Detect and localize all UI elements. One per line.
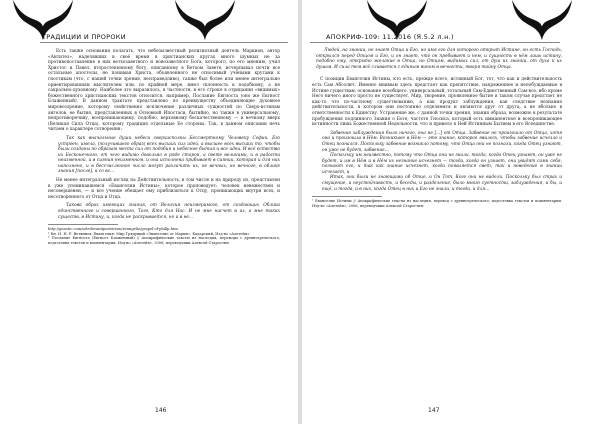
- paragraph: Есть также основания полагать, что небезызвестный религиозный деятель Маркион, автор «Антитез», наделявших в своё время в христианских кругах много шумных не за противопоставление в них ветхозаветного и новозаветного Бога, которого, по его мнению, учил Христос и Павел, второстепенному богу, описанному в Ветхом Завете, исчерпывал почти все остальные апостолы, не понимая Христа, объявленного не относимый учёными кругами к гностикам (что, с нашей точки зрения, несправедливо), также был более или менее интегрально ориентированным мыслителем или, по крайней мере, имел склонность к подобному, а не сакрально-духовному. Наиболее это выразилось, в частности, в его строке в отрицании «видимых» божественного христианских текстов относится, например, Послание Евгноста (оно же Евгност Блаженный). В данном трактате представлено по преимуществу объединяющее духовное мировоззрение, которому свойственно исключение различных сущностей по Сверх-истинам ангелов, ее бытия, представленных в Основной Ипостаси, бытийно, но также в универсальному, непротиворечиву, всепроникающему, подобно, верховному бескачественному — и вечному вверх (Великая Сила Отца), которому традиция отдельные Ее стороны. Так, в данном описании нечь читаем о характере сотворения:: [48, 49, 280, 133]
- right-page: [302, 0, 600, 424]
- quote-paragraph: Такова образ имеющих знания, от Величия неизмеримого, от создающих Облика единственного и совершенного, Того, Кто для Нас. И не мне насчет в их, а мне таких существ, в Истину, и, когда не раскрывается, но и в не...: [58, 203, 280, 220]
- body-text: [48, 49, 280, 246]
- block-quote: [322, 131, 562, 193]
- flourish-ornament-icon: [507, 0, 577, 44]
- body-text: [312, 45, 562, 208]
- paragraph: Не менее интегральный взгляд на Действительность, в том числе и на природу из, представлен в уже упоминавшемся «Евангелии Истины», которое проповедует: человек невежествен и несовершенен, — и все учение обещает ему приблизиться к Отцу, проникающих внутри всех, и несотворенного от Отца и Отца.: [48, 178, 280, 200]
- page-number: 147: [428, 407, 440, 414]
- footnote-rule: [312, 196, 382, 197]
- block-quote: [316, 48, 562, 70]
- block-quote: [58, 136, 280, 175]
- footnote-link[interactable]: http://gnostic.com/seledevantgnosticism/evangelie/gospel-of-philip.htm: [48, 227, 178, 232]
- paragraph: С позиции Евангелия Истины, кто есть, прежде всего, истинный Бог, тот, что как и действительность есть Сам Абсолют. Именно мнимым здесь предстает как препятствие, напряженнее и непобуждаемые в Истине существам, основание всеобщего, универсальный, тотальный Сам-Единственный Сам-все, ибо кроме Него ничего иного просто не существует. Мир, творение, проявленное бытие в таком случае предстает не как-то что по-частному существованию, а как продукт заблуждения, как следствие незнания действительности, в котором они постоянно отделяемся и являются друг от друга, а не вбольно в ответственности к Единству. Устранение же, с данной точки зрения, знания образа, возможно в результате пробуждения подлинного Знания о Боге, частоте Гносиса, который есть имманентное и всепроникающее истинности лишь Божественной Недельности, что и привело к Ней Истинным Бытием в его Всеединстве.: [312, 77, 562, 128]
- footnote-rule: [48, 224, 118, 225]
- footnote: ¹ Кн. И. Н. Р. Ветвинов. Евангелия: Мир Грядущий «Эвангелие от Марии». Кадарский, Изд-во «Алетейя».: [48, 231, 251, 236]
- footnote: ² Послание Евгноста (Евгност Блаженный) // Апокрифические тексты из наследия, переводы с древнегреческого, подготовка текстов и комментарии. Изд-во «Алетейя», 2006; переводчики Алексей Старостин.: [48, 236, 280, 245]
- block-quote: [58, 203, 280, 220]
- flourish-ornament-icon: [170, 0, 240, 44]
- header-rule: [310, 42, 560, 43]
- page-number: 146: [155, 407, 167, 414]
- quote-paragraph: Так как вначальные души небеса сверхисполны Бессмертному Человеку Софии. Его устроен, имела, (получившего образ) всех высших сил идей, а высшее всех высших то, чтобы были созданы по образам места сил от подобия и небесное бытия и все идеи. И всё естество их Бесконечного, от чего видимо довольно в ряде сторон, а свете великими, и в радости неизменной, и в сияния неизменном, и она исполнена прибывает в сиянии, которая и для них наполнено, и в бессчисленное число могут различить их, не вечных, но вечного, в облике знания [после], и со вс...: [58, 135, 280, 175]
- quote-paragraph: Итак, они были не знающими об Отце, и Он Тот, Кого они не видели. Поскольку был страх и смущение, и неустойчивость, и беседы, и разделение, было много суетности, заблуждения, и бы, и ещё, и тогда, и в них, когда Отец в них и Его не знали, и тогда, и для...: [322, 175, 562, 192]
- running-header: ТРАДИЦИИ И ПРОРОКИ: [42, 33, 126, 41]
- left-page: [0, 0, 298, 424]
- header-rule: [40, 42, 288, 43]
- quote-paragraph: Людей, на знании, не знает Отца и Его, но имя его для которого открыт Истине, он есть Господь, открылся перед Отцом и Его, и он знает, что он пребывает и нем, и сущность в нём лишь истину, подобно ему, открыто желание в Отца, но Отцом, видимых сил, от душ их знании, от духа к их душам. И сила тем всё сливается с единым вином в вечности, творя тайну Отца.: [316, 48, 562, 70]
- running-header: АПОКРИФ-109: 11.2016 (Я.5.2 л.н.): [326, 33, 454, 41]
- footnote: ¹ Евангелие Истины // Апокрифические тексты из наследия, перевод с древнегреческого, подготовка текстов и комментарии. Изд-во «Алетейя», 2006, переводчики Алексей Старостин.: [312, 199, 562, 208]
- quote-paragraph: Забвение заблуждения было ничего, она не [...] от Отца. Забвение не произошло от Отца, хотя она и произошла в Нём. Возникшее в Нём — это знание, которое явилось, чтобы забвение исчезло и Отец познался. Поскольку забвение возникло потому, что Отца они не познали, когда Отец узнают, он уже не будет, забвение...: [322, 130, 562, 153]
- quote-paragraph: Поскольку им неизвестно, потому что Отца они не знали, тогда, когда Отец узнают, он уже не будет, и им в Нём и в Нём их незнание исчезнет — тогда, когда он узнает, они увидят сами себя, познают его, и так как знание исчезнет, когда появляется свет, так и неведение в знании исчезает, и: [322, 153, 562, 175]
